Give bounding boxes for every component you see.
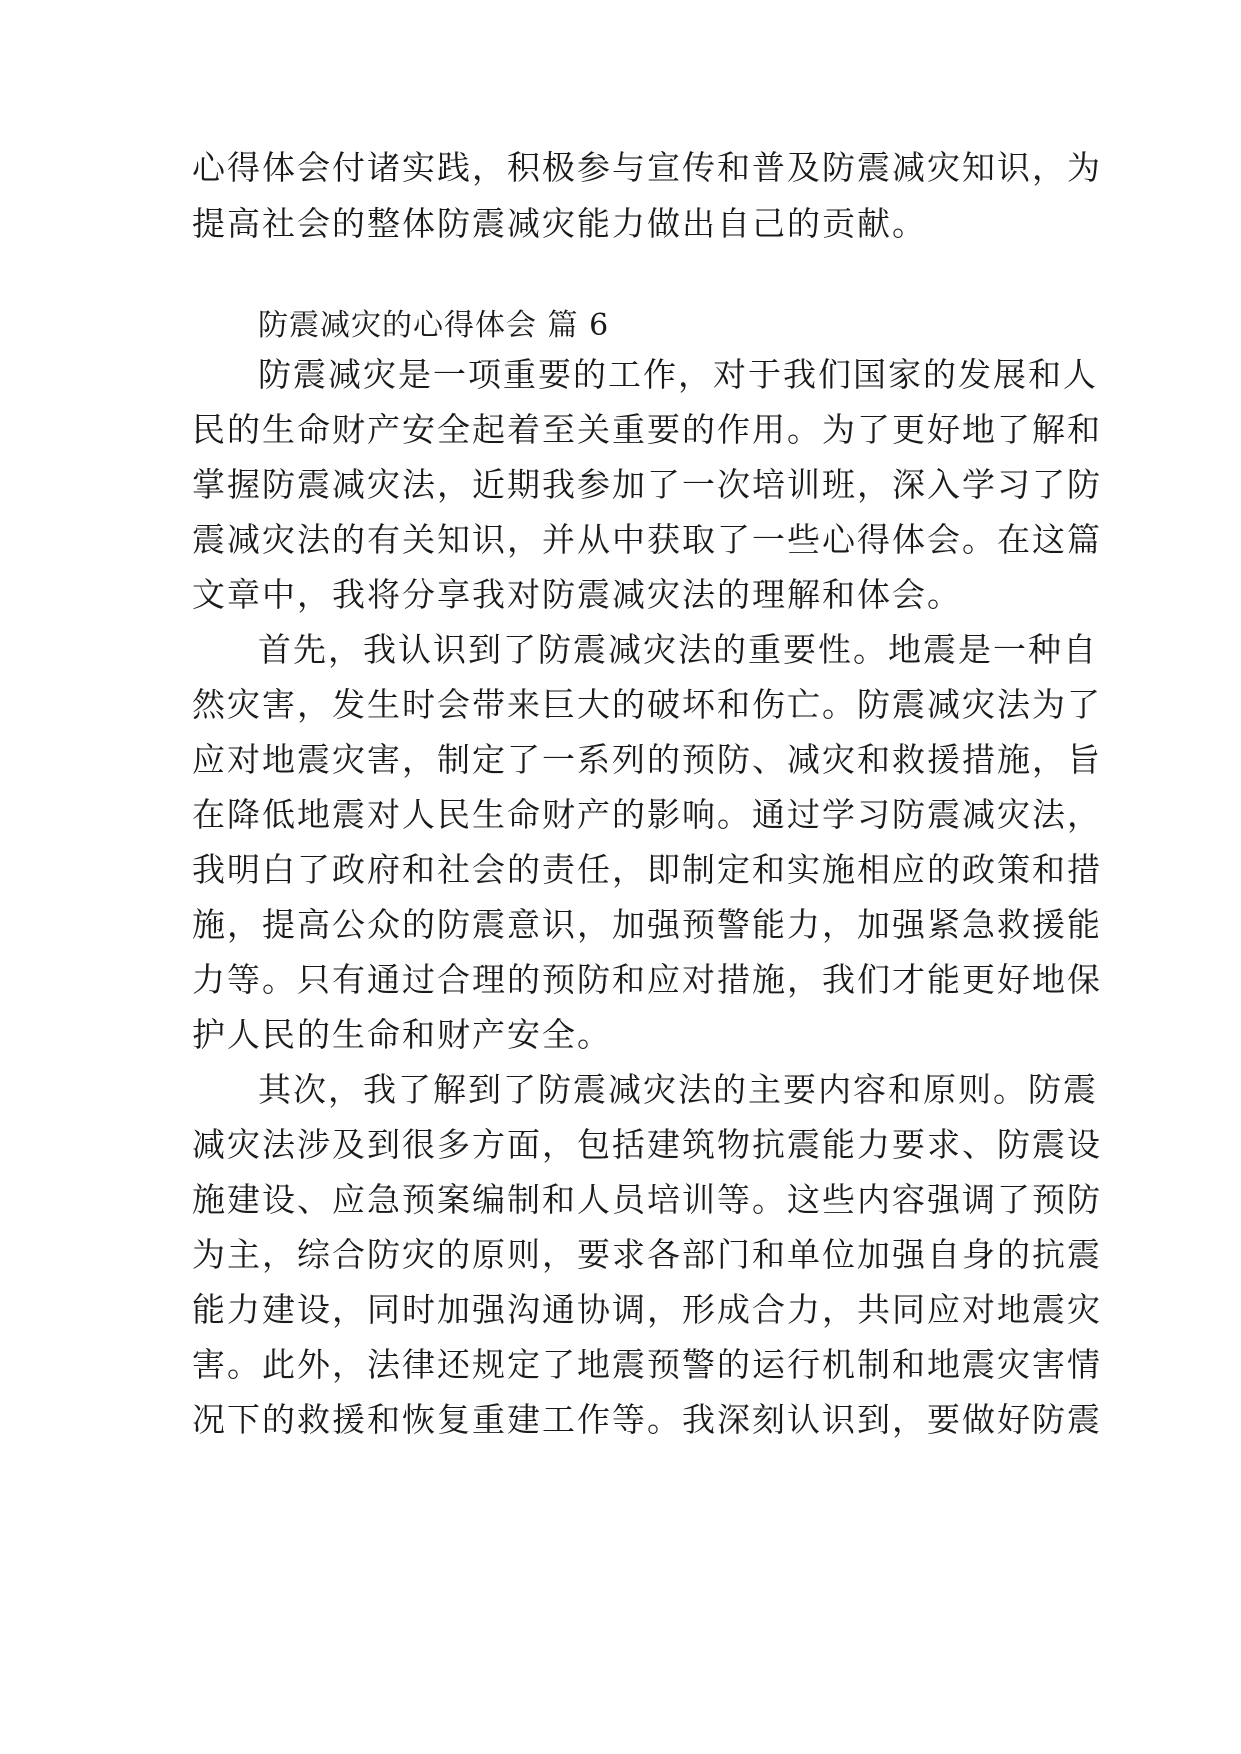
- paragraph2-line-5: 我明白了政府和社会的责任，即制定和实施相应的政策和措: [192, 850, 1102, 889]
- section-heading: 防震减灾的心得体会 篇 6: [258, 308, 610, 343]
- paragraph2-line-2: 然灾害，发生时会带来巨大的破坏和伤亡。防震减灾法为了: [192, 685, 1102, 724]
- intro-line-1: 心得体会付诸实践，积极参与宣传和普及防震减灾知识，为: [192, 148, 1102, 187]
- paragraph2-line-6: 施，提高公众的防震意识，加强预警能力，加强紧急救援能: [192, 905, 1102, 944]
- paragraph1-line-2: 民的生命财产安全起着至关重要的作用。为了更好地了解和: [192, 410, 1102, 449]
- paragraph3-line-5: 能力建设，同时加强沟通协调，形成合力，共同应对地震灾: [192, 1290, 1102, 1329]
- paragraph3-line-1: 其次，我了解到了防震减灾法的主要内容和原则。防震: [258, 1070, 1098, 1109]
- paragraph2-line-8: 护人民的生命和财产安全。: [192, 1015, 612, 1054]
- paragraph3-line-6: 害。此外，法律还规定了地震预警的运行机制和地震灾害情: [192, 1345, 1102, 1384]
- paragraph1-line-3: 掌握防震减灾法，近期我参加了一次培训班，深入学习了防: [192, 465, 1102, 504]
- paragraph1-line-5: 文章中，我将分享我对防震减灾法的理解和体会。: [192, 575, 962, 614]
- paragraph3-line-2: 减灾法涉及到很多方面，包括建筑物抗震能力要求、防震设: [192, 1125, 1102, 1164]
- paragraph1-line-4: 震减灾法的有关知识，并从中获取了一些心得体会。在这篇: [192, 520, 1102, 559]
- paragraph2-line-4: 在降低地震对人民生命财产的影响。通过学习防震减灾法，: [192, 795, 1102, 834]
- paragraph3-line-3: 施建设、应急预案编制和人员培训等。这些内容强调了预防: [192, 1180, 1102, 1219]
- paragraph2-line-1: 首先，我认识到了防震减灾法的重要性。地震是一种自: [258, 630, 1098, 669]
- paragraph3-line-4: 为主，综合防灾的原则，要求各部门和单位加强自身的抗震: [192, 1235, 1102, 1274]
- paragraph2-line-3: 应对地震灾害，制定了一系列的预防、减灾和救援措施，旨: [192, 740, 1102, 779]
- intro-line-2: 提高社会的整体防震减灾能力做出自己的贡献。: [192, 204, 927, 243]
- paragraph1-line-1: 防震减灾是一项重要的工作，对于我们国家的发展和人: [258, 355, 1098, 394]
- paragraph3-line-7: 况下的救援和恢复重建工作等。我深刻认识到，要做好防震: [192, 1400, 1102, 1439]
- paragraph2-line-7: 力等。只有通过合理的预防和应对措施，我们才能更好地保: [192, 960, 1102, 999]
